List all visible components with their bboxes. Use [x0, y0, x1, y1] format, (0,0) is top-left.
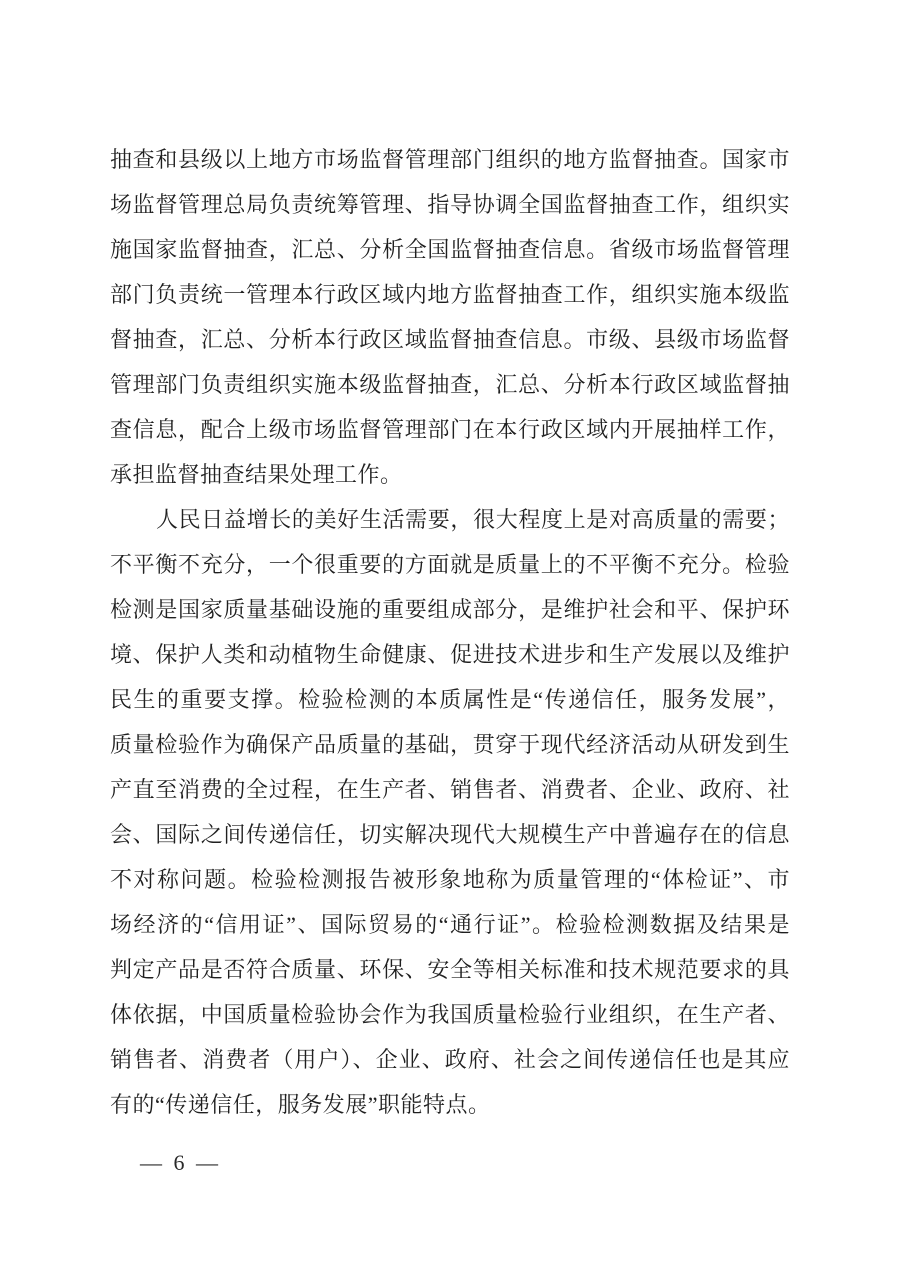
- text-line: 抽查和县级以上地方市场监督管理部门组织的地方监督抽查。国家市: [110, 147, 790, 172]
- text-line: 会、国际之间传递信任，切实解决现代大规模生产中普遍存在的信息: [110, 822, 790, 847]
- text-line: 承担监督抽查结果处理工作。: [110, 462, 403, 487]
- text-line: 管理部门负责组织实施本级监督抽查，汇总、分析本行政区域监督抽: [110, 372, 790, 397]
- text-line: 部门负责统一管理本行政区域内地方监督抽查工作，组织实施本级监: [110, 282, 790, 307]
- text-line: 产直至消费的全过程，在生产者、销售者、消费者、企业、政府、社: [110, 777, 790, 802]
- text-line: 检测是国家质量基础设施的重要组成部分，是维护社会和平、保护环: [110, 597, 790, 622]
- text-line: 销售者、消费者（用户）、企业、政府、社会之间传递信任也是其应: [110, 1047, 790, 1072]
- body-text: [110, 137, 790, 1127]
- text-line: 查信息，配合上级市场监督管理部门在本行政区域内开展抽样工作，: [110, 417, 790, 442]
- text-line: 施国家监督抽查，汇总、分析全国监督抽查信息。省级市场监督管理: [110, 237, 790, 262]
- text-line: 场监督管理总局负责统筹管理、指导协调全国监督抽查工作，组织实: [110, 192, 790, 217]
- text-line: 民生的重要支撑。检验检测的本质属性是“传递信任，服务发展”，: [110, 687, 790, 712]
- page-number-text: — 6 —: [140, 1150, 221, 1175]
- text-line: 督抽查，汇总、分析本行政区域监督抽查信息。市级、县级市场监督: [110, 327, 790, 352]
- text-line: 人民日益增长的美好生活需要，很大程度上是对高质量的需要；: [156, 507, 790, 532]
- text-line: 有的“传递信任，服务发展”职能特点。: [110, 1092, 491, 1117]
- text-line: 质量检验作为确保产品质量的基础，贯穿于现代经济活动从研发到生: [110, 732, 790, 757]
- text-line: 不对称问题。检验检测报告被形象地称为质量管理的“体检证”、市: [110, 867, 790, 892]
- text-line: 场经济的“信用证”、国际贸易的“通行证”。检验检测数据及结果是: [110, 912, 790, 937]
- page-number: [140, 1148, 221, 1178]
- text-line: 体依据，中国质量检验协会作为我国质量检验行业组织，在生产者、: [110, 1002, 790, 1027]
- text-line: 不平衡不充分，一个很重要的方面就是质量上的不平衡不充分。检验: [110, 552, 790, 577]
- text-line: 判定产品是否符合质量、环保、安全等相关标准和技术规范要求的具: [110, 957, 790, 982]
- text-line: 境、保护人类和动植物生命健康、促进技术进步和生产发展以及维护: [110, 642, 790, 667]
